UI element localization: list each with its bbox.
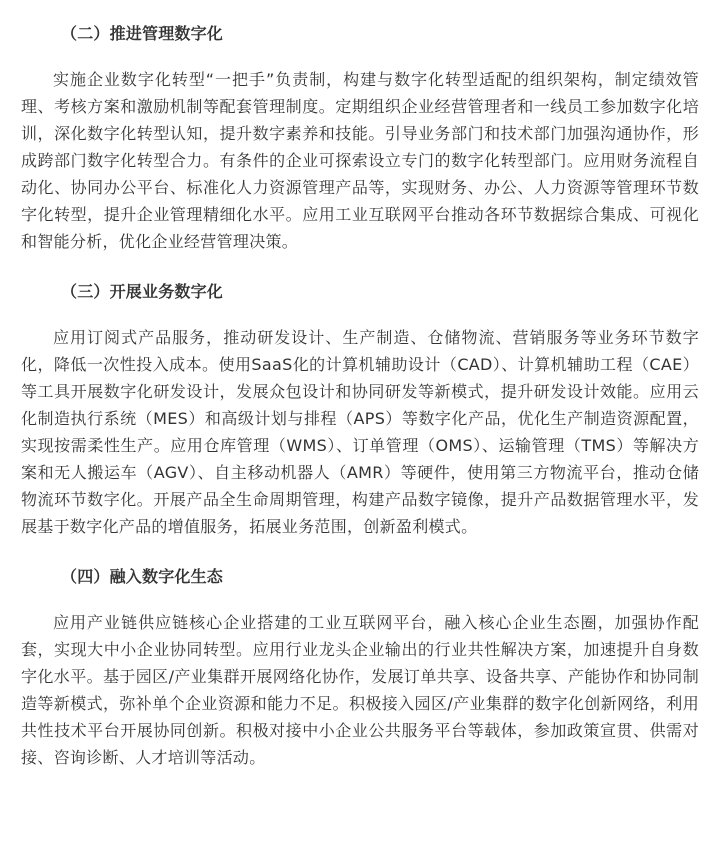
section-heading: （三）开展业务数字化 bbox=[61, 282, 224, 301]
section-heading: （四）融入数字化生态 bbox=[61, 567, 224, 586]
section-business-digitalization bbox=[21, 280, 699, 540]
section-paragraph: 实施企业数字化转型“一把手”负责制，构建与数字化转型适配的组织架构，制定绩效管理、考核方案和激励机制等配套管理制度。定期组织企业经营管理者和一线员工参加数字化培训，深化数字化转型认知，提升数字素养和技能。引导业务部门和技术部门加强沟通协作，形成跨部门数字化转型合力。有条件的企业可探索设立专门的数字化转型部门。应用财务流程自动化、协同办公平台、标准化人力资源管理产品等，实现财务、办公、人力资源等管理环节数字化转型，提升企业管理精细化水平。应用工业互联网平台推动各环节数据综合集成、可视化和智能分析，优化企业经营管理决策。 bbox=[21, 70, 699, 251]
section-digital-ecosystem bbox=[21, 565, 699, 771]
section-heading: （二）推进管理数字化 bbox=[61, 24, 224, 43]
section-paragraph: 应用产业链供应链核心企业搭建的工业互联网平台，融入核心企业生态圈，加强协作配套，实现大中小企业协同转型。应用行业龙头企业输出的行业共性解决方案，加速提升自身数字化水平。基于园区/产业集群开展网络化协作，发展订单共享、设备共享、产能协作和协同制造等新模式，弥补单个企业资源和能力不足。积极接入园区/产业集群的数字化创新网络，利用共性技术平台开展协同创新。积极对接中小企业公共服务平台等载体，参加政策宣贯、供需对接、咨询诊断、人才培训等活动。 bbox=[21, 613, 699, 767]
section-paragraph: 应用订阅式产品服务，推动研发设计、生产制造、仓储物流、营销服务等业务环节数字化，降低一次性投入成本。使用SaaS化的计算机辅助设计（CAD）、计算机辅助工程（CAE）等工具开展数字化研发设计，发展众包设计和协同研发等新模式，提升研发设计效能。应用云化制造执行系统（MES）和高级计划与排程（APS）等数字化产品，优化生产制造资源配置，实现按需柔性生产。应用仓库管理（WMS）、订单管理（OMS）、运输管理（TMS）等解决方案和无人搬运车（AGV）、自主移动机器人（AMR）等硬件，使用第三方物流平台，推动仓储物流环节数字化。开展产品全生命周期管理，构建产品数字镜像，提升产品数据管理水平，发展基于数字化产品的增值服务，拓展业务范围，创新盈利模式。 bbox=[21, 328, 699, 536]
section-management-digitalization bbox=[21, 22, 699, 255]
